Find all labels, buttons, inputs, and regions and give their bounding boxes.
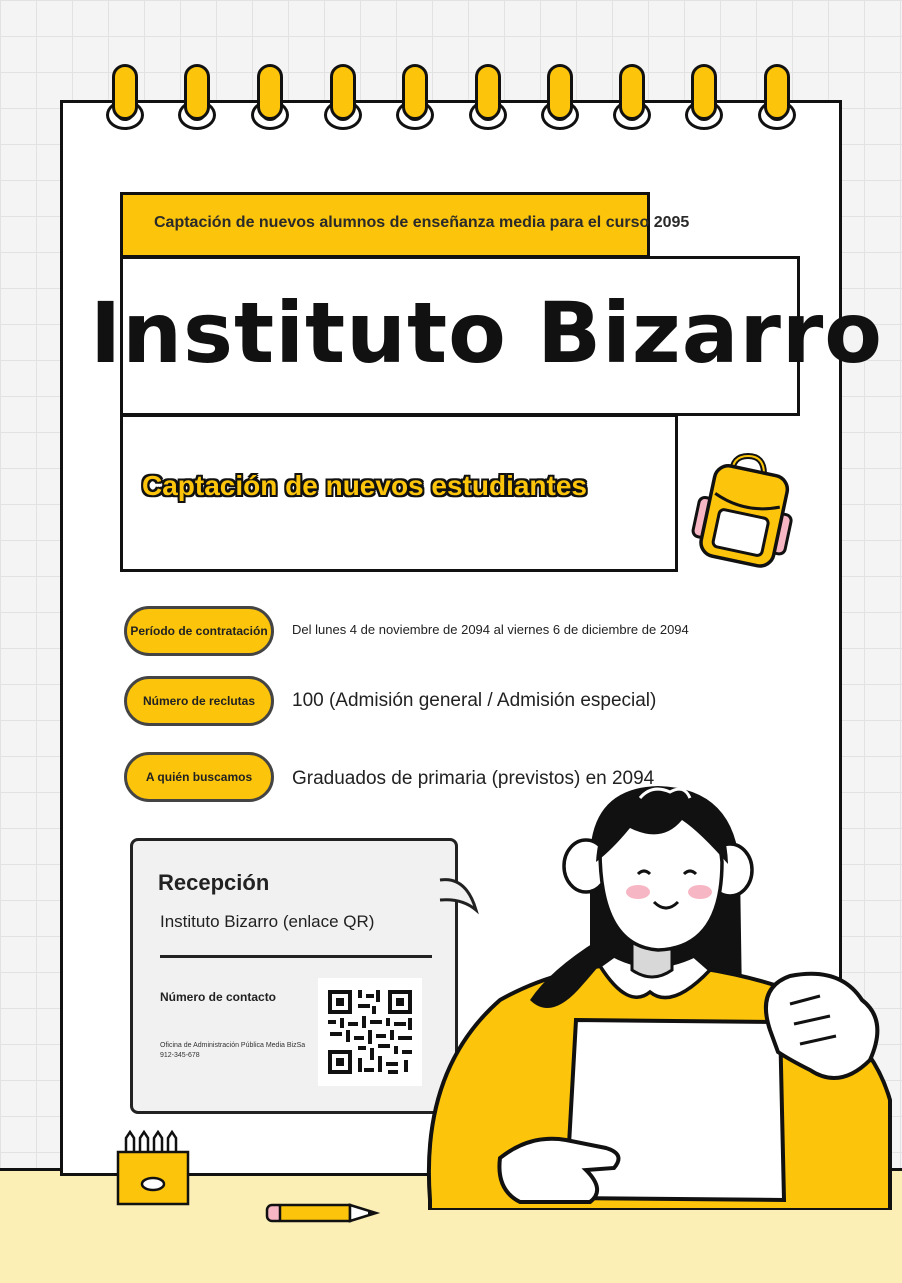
office-name: Oficina de Administración Pública Media BizSa — [160, 1042, 306, 1049]
reception-institute: Instituto Bizarro (enlace QR) — [160, 912, 375, 931]
backpack-icon — [690, 452, 800, 572]
target-pill: A quién buscamos — [124, 752, 274, 802]
spiral-ring — [764, 64, 790, 130]
spiral-ring — [112, 64, 138, 130]
page-subtitle: Captación de nuevos estudiantes — [142, 470, 587, 501]
spiral-ring — [330, 64, 356, 130]
contact-label: Número de contacto — [160, 990, 277, 1004]
target-value: Graduados de primaria (previstos) en 2094 — [292, 768, 655, 789]
student-illustration — [400, 770, 902, 1210]
crayon-box-icon — [112, 1128, 196, 1210]
page-title: Instituto Bizarro — [90, 284, 884, 382]
recruits-pill: Número de reclutas — [124, 676, 274, 726]
period-pill: Período de contratación — [124, 606, 274, 656]
spiral-ring — [619, 64, 645, 130]
spiral-ring — [402, 64, 428, 130]
spiral-ring — [257, 64, 283, 130]
period-value: Del lunes 4 de noviembre de 2094 al viernes 6 de diciembre de 2094 — [292, 622, 689, 637]
pencil-icon — [264, 1200, 382, 1226]
reception-title: Recepción — [158, 870, 270, 895]
tagline: Captación de nuevos alumnos de enseñanza media para el curso 2095 — [154, 214, 690, 231]
recruits-value: 100 (Admisión general / Admisión especial) — [292, 690, 657, 711]
card-divider — [160, 955, 432, 958]
phone-number: 912-345-678 — [160, 1052, 200, 1059]
spiral-ring — [475, 64, 501, 130]
spiral-ring — [184, 64, 210, 130]
spiral-ring — [691, 64, 717, 130]
spiral-ring — [547, 64, 573, 130]
